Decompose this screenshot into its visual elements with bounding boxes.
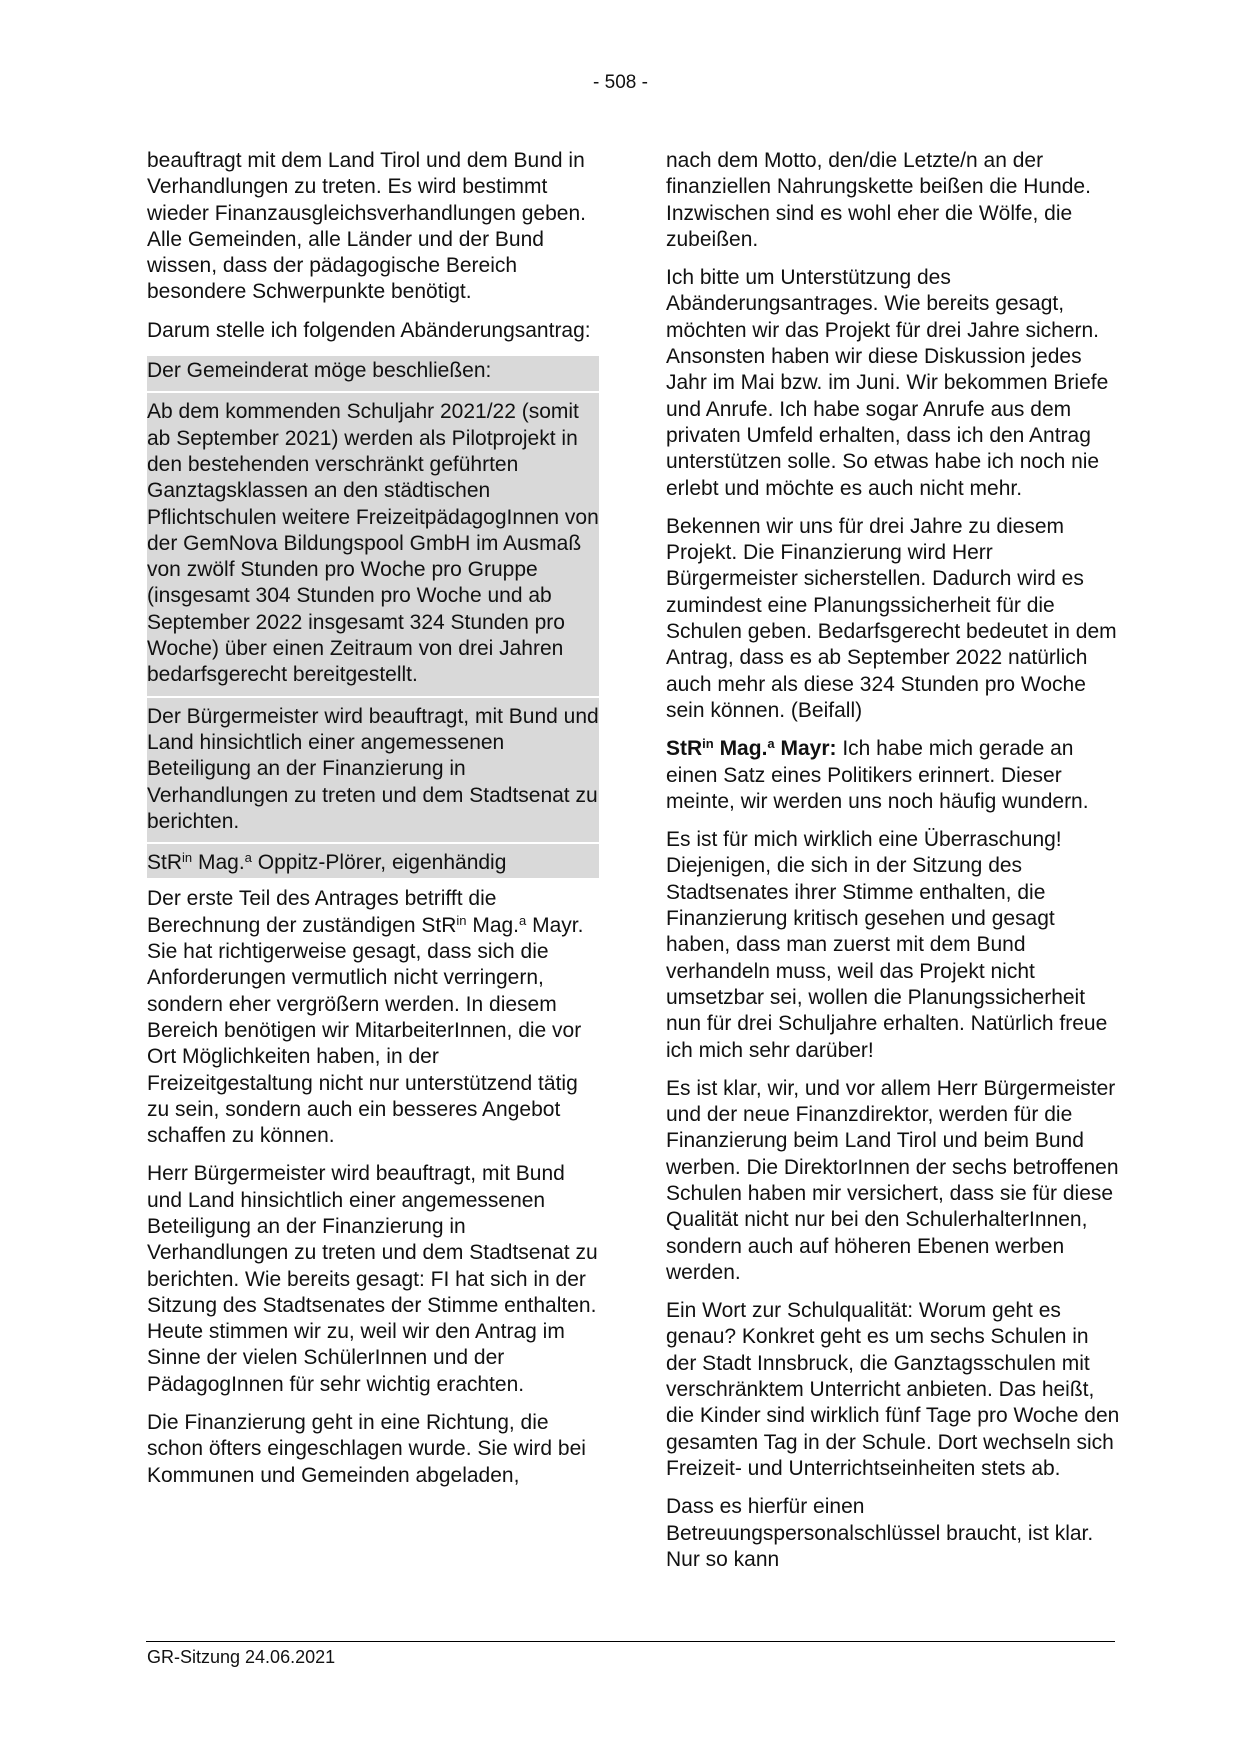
paragraph: Es ist für mich wirklich eine Überraschung! Diejenigen, die sich in der Sitzung des Stadtsenates ihrer Stimme enthalten, die Finanzierung kritisch gesehen und gesagt haben, dass man zuerst mit dem Bund verhandeln muss, weil das Projekt nicht umsetzbar sei, wollen die Planungssicherheit nun für drei Schuljahre erhalten. Natürlich freue ich mich sehr darüber! bbox=[666, 828, 1108, 1062]
footer-text: GR-Sitzung 24.06.2021 bbox=[147, 1647, 336, 1667]
motion-box bbox=[147, 356, 599, 878]
paragraph: nach dem Motto, den/die Letzte/n an der finanziellen Nahrungskette beißen die Hunde. Inzwischen sind es wohl eher die Wölfe, die zubeißen. bbox=[666, 149, 1091, 251]
paragraph: Die Finanzierung geht in eine Richtung, die schon öfters eingeschlagen wurde. Sie wird bei Kommunen und Gemeinden abgeladen, bbox=[147, 1411, 586, 1487]
footer-divider bbox=[146, 1641, 1115, 1642]
paragraph: Darum stelle ich folgenden Abänderungsantrag: bbox=[147, 318, 591, 342]
motion-text: Der Bürgermeister wird beauftragt, mit Bund und Land hinsichtlich einer angemessenen Beteiligung an der Finanzierung in Verhandlungen zu treten und dem Stadtsenat zu berichten. bbox=[147, 704, 599, 833]
motion-text: Ab dem kommenden Schuljahr 2021/22 (somit ab September 2021) werden als Pilotprojekt in den bestehenden verschränkt geführten Ganztagsklassen an den städtischen Pflichtschulen weitere FreizeitpädagogInnen von der GemNova Bildungspool GmbH im Ausmaß von zwölf Stunden pro Woche pro Gruppe (insgesamt 304 Stunden pro Woche und ab September 2022 insgesamt 324 Stunden pro Woche) über einen Zeitraum von drei Jahren bedarfsgerecht bereitgestellt. bbox=[147, 400, 599, 687]
paragraph: StR$^{in}$ Mag.$^a$ Mayr: Ich habe mich gerade an einen Satz eines Politikers erinnert. Dieser meinte, wir werden uns noch häufig wundern. bbox=[666, 736, 1089, 813]
motion-intro: Der Gemeinderat möge beschließen: bbox=[147, 359, 492, 383]
motion-separator bbox=[147, 391, 599, 393]
motion-separator bbox=[147, 842, 599, 844]
page-number: - 508 - bbox=[593, 72, 648, 93]
paragraph: Dass es hierfür einen Betreuungspersonalschlüssel braucht, ist klar. Nur so kann bbox=[666, 1495, 1094, 1571]
paragraph: Der erste Teil des Antrages betrifft die Berechnung der zuständigen StR$^{in}$ Mag.$^a$ Mayr. Sie hat richtigerweise gesagt, dass sich die Anforderungen vermutlich nicht verringern, sondern eher vergrößern werden. In diesem Bereich benötigen wir MitarbeiterInnen, die vor Ort Möglichkeiten haben, in der Freizeitgestaltung nicht nur unterstützend tätig zu sein, sondern auch ein besseres Angebot schaffen zu können. bbox=[147, 887, 584, 1148]
paragraph: Ich bitte um Unterstützung des Abänderungsantrages. Wie bereits gesagt, möchten wir das Projekt für drei Jahre sichern. Ansonsten haben wir diese Diskussion jedes Jahr im Mai bzw. im Juni. Wir bekommen Briefe und Anrufe. Ich habe sogar Anrufe aus dem privaten Umfeld erhalten, dass ich den Antrag unterstützen solle. So etwas habe ich noch nie erlebt und möchte es auch nicht mehr. bbox=[666, 266, 1109, 500]
paragraph: Herr Bürgermeister wird beauftragt, mit Bund und Land hinsichtlich einer angemessenen Beteiligung an der Finanzierung in Verhandlungen zu treten und dem Stadtsenat zu berichten. Wie bereits gesagt: FI hat sich in der Sitzung des Stadtsenates der Stimme enthalten. Heute stimmen wir zu, weil wir den Antrag im Sinne der vielen SchülerInnen und der PädagogInnen für sehr wichtig erachten. bbox=[147, 1162, 598, 1396]
right-column bbox=[666, 148, 1122, 1585]
motion-separator bbox=[147, 696, 599, 698]
paragraph: Bekennen wir uns für drei Jahre zu diesem Projekt. Die Finanzierung wird Herr Bürgermeister sicherstellen. Dadurch wird es zumindest eine Planungssicherheit für die Schulen geben. Bedarfsgerecht bedeutet in dem Antrag, dass es ab September 2022 natürlich auch mehr als diese 324 Stunden pro Woche sein können. (Beifall) bbox=[666, 514, 1117, 722]
left-column bbox=[147, 148, 599, 1501]
paragraph: Ein Wort zur Schulqualität: Worum geht es genau? Konkret geht es um sechs Schulen in der Stadt Innsbruck, die Ganztagsschulen mit verschränktem Unterricht anbieten. Das heißt, die Kinder sind wirklich fünf Tage pro Woche den gesamten Tag in der Schule. Dort wechseln sich Freizeit- und Unterrichtseinheiten stets ab. bbox=[666, 1299, 1120, 1480]
motion-signature: StR$^{in}$ Mag.$^a$ Oppitz-Plörer, eigenhändig bbox=[147, 850, 507, 875]
paragraph: beauftragt mit dem Land Tirol und dem Bund in Verhandlungen zu treten. Es wird bestimmt wieder Finanzausgleichsverhandlungen geben. Alle Gemeinden, alle Länder und der Bund wissen, dass der pädagogische Bereich besondere Schwerpunkte benötigt. bbox=[147, 149, 586, 304]
paragraph: Es ist klar, wir, und vor allem Herr Bürgermeister und der neue Finanzdirektor, werden für die Finanzierung beim Land Tirol und beim Bund werben. Die DirektorInnen der sechs betroffenen Schulen haben mir versichert, dass sie für diese Qualität nicht nur bei den SchulerhalterInnen, sondern auch auf höheren Ebenen werben werden. bbox=[666, 1076, 1119, 1284]
speaker-name: StR$^{in}$ Mag.$^a$ Mayr: bbox=[666, 736, 837, 761]
